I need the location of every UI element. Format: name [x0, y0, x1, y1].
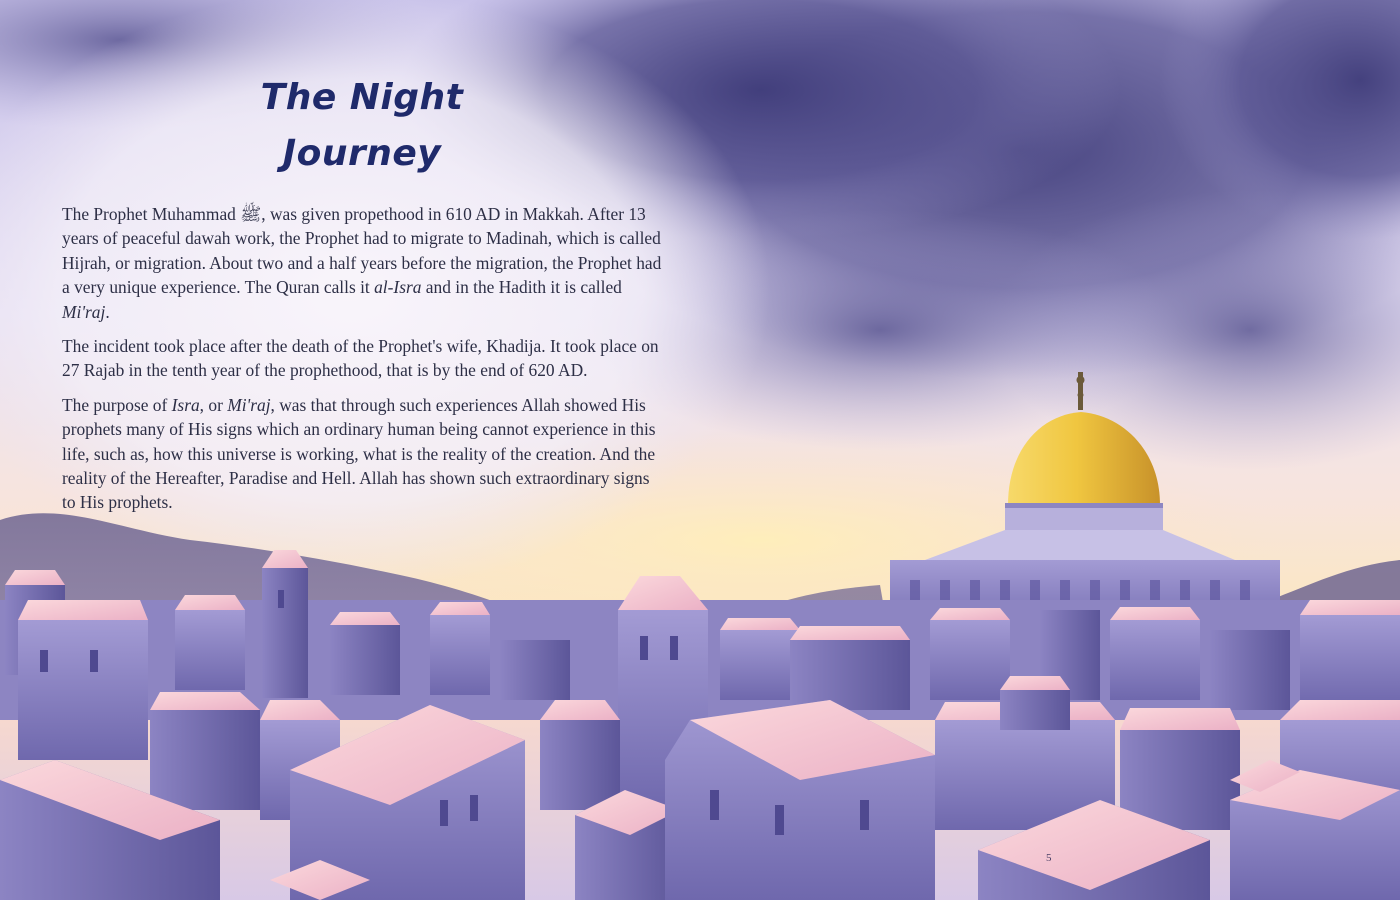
- term-miraj-2: Mi'raj: [227, 394, 271, 415]
- page-number: 5: [1046, 852, 1052, 864]
- term-al-isra: al-Isra: [374, 277, 422, 298]
- paragraph-intro-body: , was given propethood in 610 AD in Makkah. After 13 years of peaceful dawah work, the Prophet had to migrate to Madinah, which is called Hijrah, or migration. About two and a half years before the migration, the Prophet had a very unique experience. The Quran calls it: [62, 204, 662, 298]
- term-isra: Isra: [171, 394, 200, 415]
- paragraph-intro-between: and in the Hadith it is called: [421, 277, 622, 298]
- page-title: The Night Journey: [260, 77, 464, 174]
- paragraph-intro: [62, 202, 662, 324]
- paragraph-purpose-start: The purpose of: [62, 394, 172, 415]
- paragraph-incident: The incident took place after the death of the Prophet's wife, Khadija. It took place on 27 Rajab in the tenth year of the prophethood, that is by the end of 620 AD.: [62, 336, 659, 381]
- sallallahu-glyph: ﷺ: [240, 204, 262, 224]
- paragraph-purpose-end: , was that through such experiences Allah showed His prophets many of His signs which an ordinary human being cannot experience in this life, such as, how this universe is working, what is the reality of the creation. And the reality of the Hereafter, Paradise and Hell. Allah has shown such extraordinary signs to His prophets.: [62, 394, 656, 513]
- term-miraj: Mi'raj: [62, 301, 106, 322]
- paragraph-purpose-middle: , or: [199, 394, 228, 415]
- text-block: [62, 70, 662, 515]
- paragraph-intro-end: .: [105, 301, 110, 322]
- paragraph-intro-start: The Prophet Muhammad: [62, 204, 236, 224]
- paragraph-purpose: [62, 393, 662, 515]
